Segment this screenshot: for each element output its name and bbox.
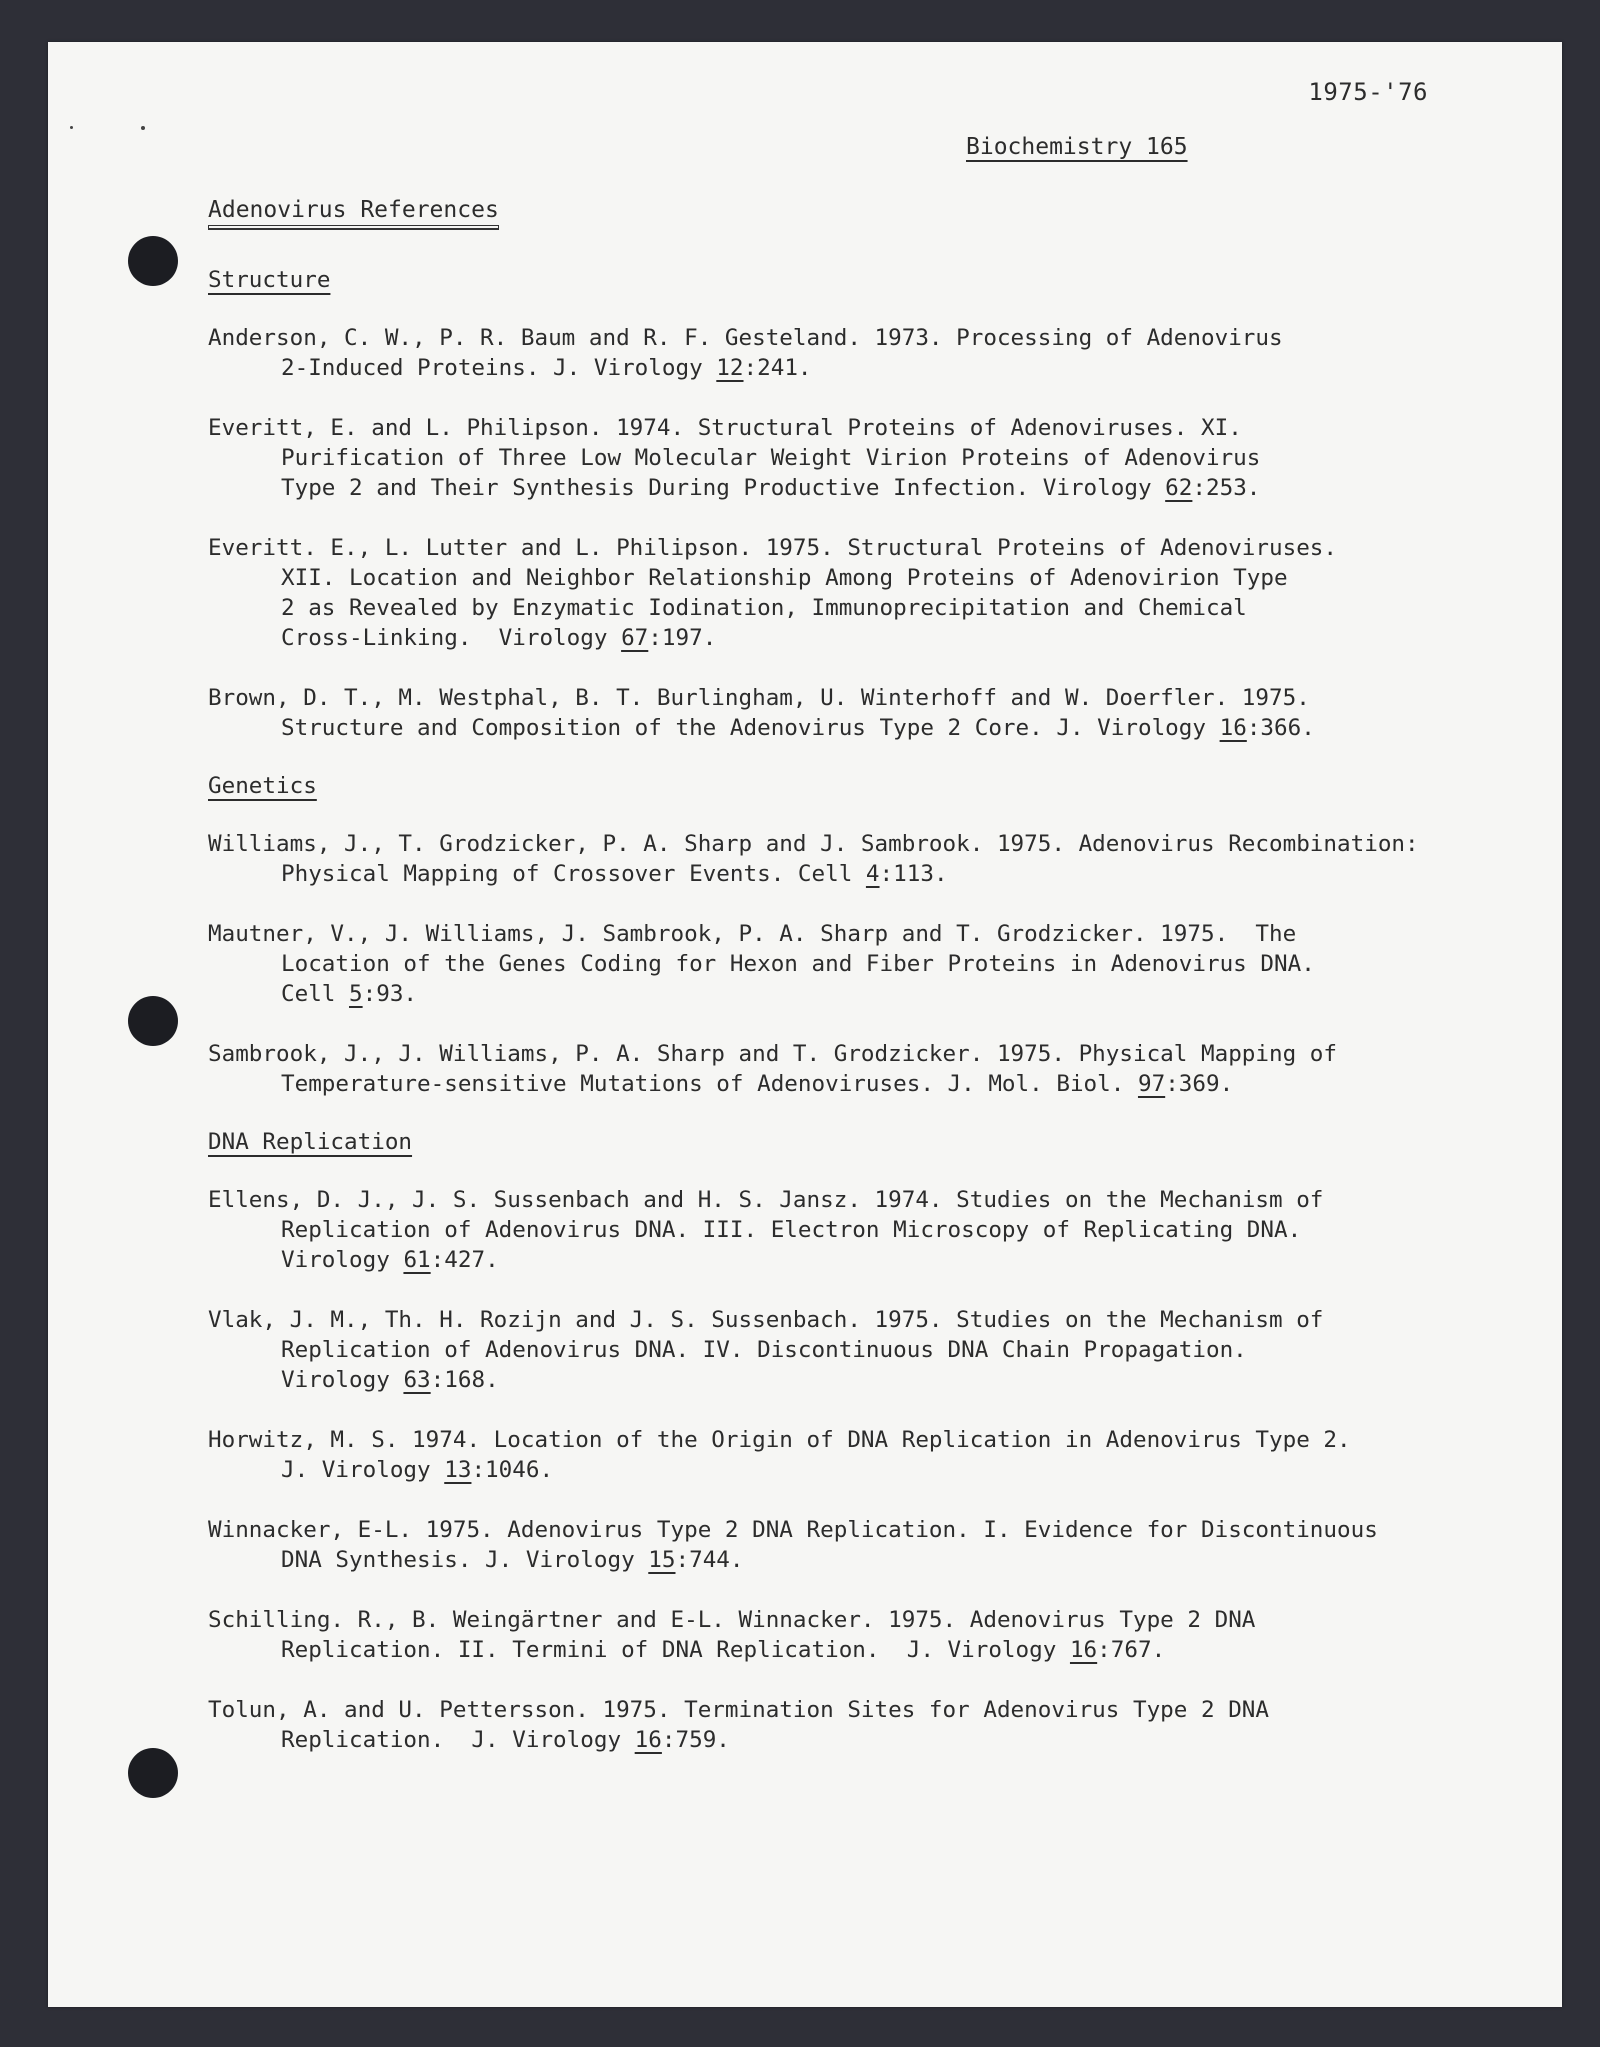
volume-number: 63 (403, 1367, 431, 1393)
reference-line: Location of the Genes Coding for Hexon and Fiber Proteins in Adenovirus DNA. (281, 951, 1315, 977)
reference-line: Williams, J., T. Grodzicker, P. A. Sharp and J. Sambrook. 1975. Adenovirus Recombination: (208, 831, 1419, 857)
page-title (208, 197, 1548, 223)
reference-line: Tolun, A. and U. Pettersson. 1975. Termination Sites for Adenovirus Type 2 DNA (208, 1697, 1270, 1723)
reference-line: Cell 5:93. (281, 981, 418, 1007)
reference-entry (208, 1039, 1548, 1099)
reference-line: Temperature-sensitive Mutations of Adenoviruses. J. Mol. Biol. 97:369. (281, 1071, 1234, 1097)
volume-number: 16 (1219, 715, 1247, 741)
reference-line: Anderson, C. W., P. R. Baum and R. F. Gesteland. 1973. Processing of Adenovirus (208, 325, 1283, 351)
reference-line: Physical Mapping of Crossover Events. Cell 4:113. (281, 861, 948, 887)
volume-number: 16 (634, 1727, 662, 1753)
course-text: Biochemistry 165 (966, 134, 1188, 160)
volume-number: 13 (444, 1457, 472, 1483)
punch-hole (128, 1748, 178, 1798)
volume-number: 4 (865, 861, 880, 887)
reference-line: J. Virology 13:1046. (281, 1457, 554, 1483)
reference-entry (208, 413, 1548, 503)
reference-line: Cross-Linking. Virology 67:197. (281, 625, 717, 651)
reference-line: Replication. J. Virology 16:759. (281, 1727, 730, 1753)
reference-entry (208, 1515, 1548, 1575)
reference-line: Mautner, V., J. Williams, J. Sambrook, P. A. Sharp and T. Grodzicker. 1975. The (208, 921, 1297, 947)
reference-line: Structure and Composition of the Adenovirus Type 2 Core. J. Virology 16:366. (281, 715, 1315, 741)
volume-number: 5 (349, 981, 363, 1007)
volume-number: 61 (403, 1247, 431, 1273)
reference-line: Sambrook, J., J. Williams, P. A. Sharp and T. Grodzicker. 1975. Physical Mapping of (208, 1041, 1338, 1067)
reference-line: Brown, D. T., M. Westphal, B. T. Burlingham, U. Winterhoff and W. Doerfler. 1975. (208, 685, 1310, 711)
reference-line: Vlak, J. M., Th. H. Rozijn and J. S. Sussenbach. 1975. Studies on the Mechanism of (208, 1307, 1324, 1333)
reference-line: Everitt, E. and L. Philipson. 1974. Structural Proteins of Adenoviruses. XI. (208, 415, 1242, 441)
section-heading (208, 267, 1548, 293)
sections-container (208, 267, 1548, 1755)
reference-entry (208, 533, 1548, 653)
reference-entry (208, 1605, 1548, 1665)
reference-line: Schilling. R., B. Weingärtner and E-L. Winnacker. 1975. Adenovirus Type 2 DNA (208, 1607, 1256, 1633)
reference-line: DNA Synthesis. J. Virology 15:744. (281, 1547, 744, 1573)
volume-number: 62 (1165, 475, 1193, 501)
reference-line: 2 as Revealed by Enzymatic Iodination, Immunoprecipitation and Chemical (281, 595, 1247, 621)
reference-line: Virology 61:427. (281, 1247, 499, 1273)
page-title-text: Adenovirus References (208, 197, 499, 226)
punch-hole (128, 236, 178, 286)
year-label: 1975-'76 (1308, 78, 1428, 106)
course-label (966, 134, 1188, 160)
document-page (48, 42, 1562, 2007)
reference-line: Everitt. E., L. Lutter and L. Philipson. 1975. Structural Proteins of Adenoviruses. (208, 535, 1338, 561)
reference-list (208, 197, 1548, 1785)
section-heading-text: DNA Replication (208, 1129, 413, 1155)
volume-number: 12 (716, 355, 744, 381)
reference-line: Ellens, D. J., J. S. Sussenbach and H. S. Jansz. 1974. Studies on the Mechanism of (208, 1187, 1324, 1213)
volume-number: 15 (648, 1547, 676, 1573)
section-heading (208, 1129, 1548, 1155)
reference-line: Replication of Adenovirus DNA. III. Electron Microscopy of Replicating DNA. (281, 1217, 1302, 1243)
reference-line: Replication of Adenovirus DNA. IV. Discontinuous DNA Chain Propagation. (281, 1337, 1247, 1363)
reference-line: Horwitz, M. S. 1974. Location of the Origin of DNA Replication in Adenovirus Type 2. (208, 1427, 1351, 1453)
reference-entry (208, 323, 1548, 383)
reference-line: 2-Induced Proteins. J. Virology 12:241. (281, 355, 812, 381)
reference-entry (208, 919, 1548, 1009)
reference-entry (208, 1185, 1548, 1275)
reference-entry (208, 1425, 1548, 1485)
reference-line: Replication. II. Termini of DNA Replication. J. Virology 16:767. (281, 1637, 1166, 1663)
reference-line: Purification of Three Low Molecular Weight Virion Proteins of Adenovirus (281, 445, 1261, 471)
punch-hole (128, 996, 178, 1046)
reference-entry (208, 1305, 1548, 1395)
volume-number: 16 (1069, 1637, 1098, 1663)
volume-number: 97 (1137, 1071, 1166, 1097)
reference-line: Winnacker, E-L. 1975. Adenovirus Type 2 DNA Replication. I. Evidence for Discontinuous (208, 1517, 1378, 1543)
reference-line: Virology 63:168. (281, 1367, 499, 1393)
reference-entry (208, 829, 1548, 889)
reference-line: XII. Location and Neighbor Relationship Among Proteins of Adenovirion Type (281, 565, 1288, 591)
reference-entry (208, 1695, 1548, 1755)
volume-number: 67 (621, 625, 649, 651)
section-heading-text: Structure (208, 267, 331, 293)
section-heading (208, 773, 1548, 799)
reference-line: Type 2 and Their Synthesis During Productive Infection. Virology 62:253. (281, 475, 1261, 501)
reference-entry (208, 683, 1548, 743)
section-heading-text: Genetics (208, 773, 317, 799)
stray-mark (70, 126, 73, 129)
stray-mark (141, 126, 145, 130)
